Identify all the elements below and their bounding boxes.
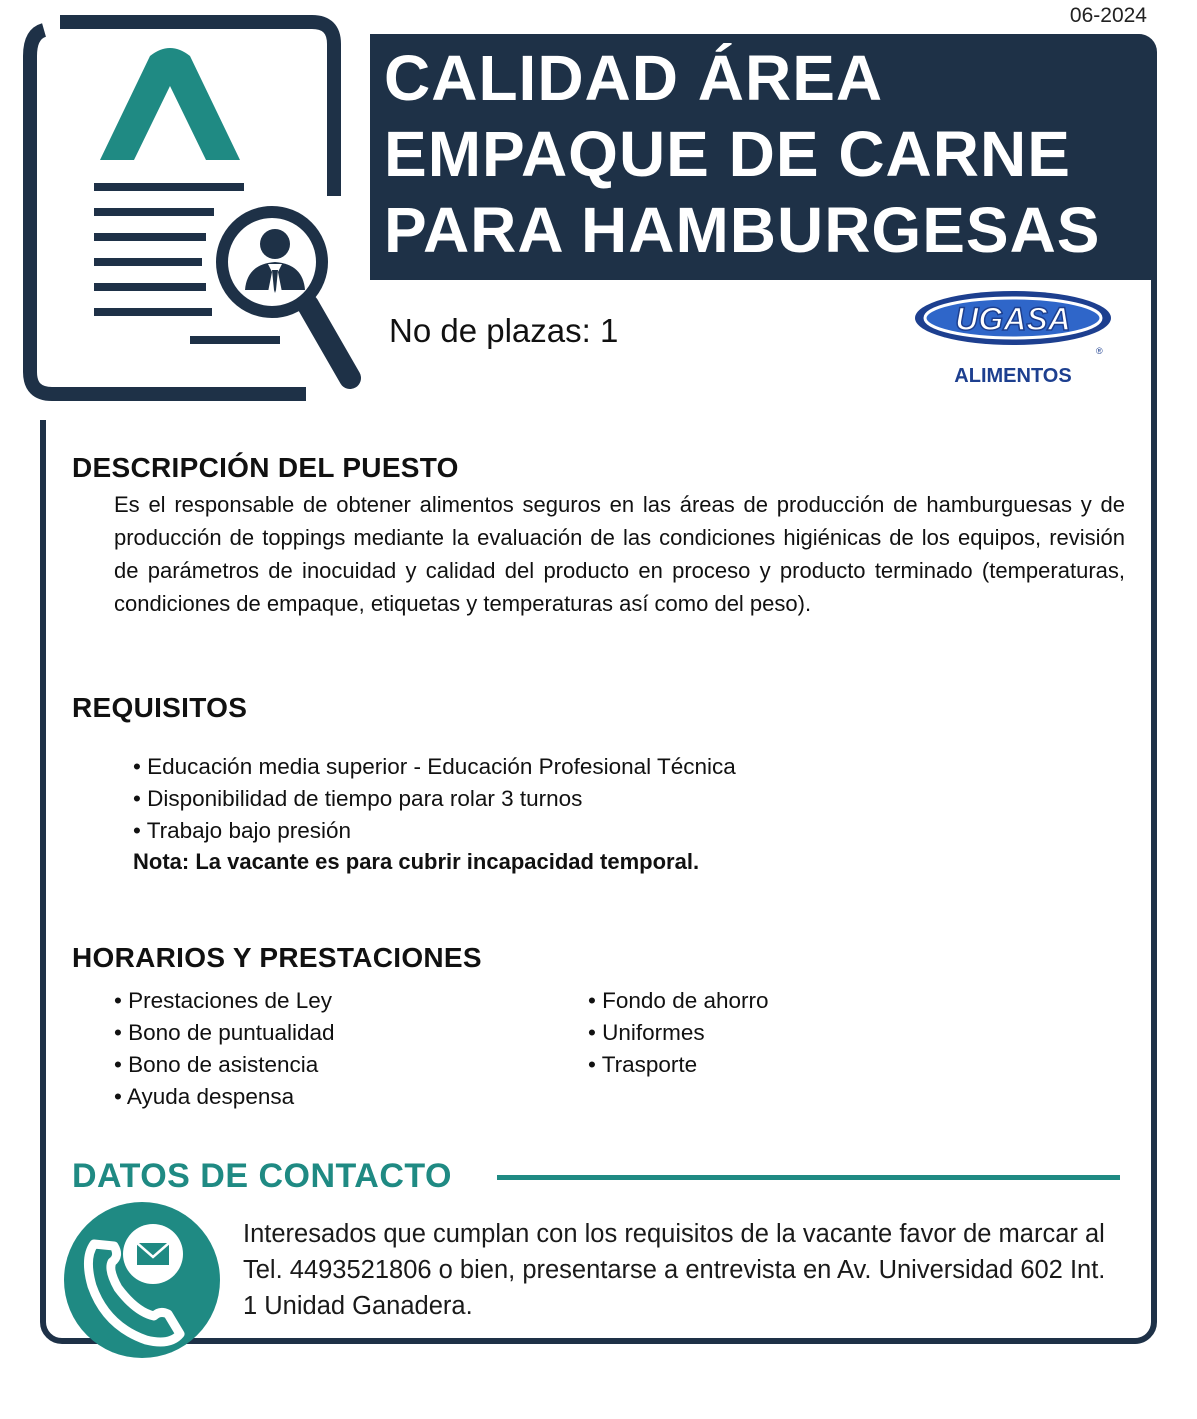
list-item: • Trabajo bajo presión <box>133 815 736 847</box>
list-item: • Ayuda despensa <box>114 1081 335 1113</box>
title-line-3: PARA HAMBURGESAS <box>384 194 1101 266</box>
logo-subtitle: ALIMENTOS <box>954 365 1072 387</box>
list-item: • Disponibilidad de tiempo para rolar 3 turnos <box>133 783 736 815</box>
date-label: 06-2024 <box>1069 4 1147 27</box>
contacto-divider <box>497 1175 1120 1180</box>
list-item: • Uniformes <box>588 1017 769 1049</box>
list-item: • Prestaciones de Ley <box>114 985 335 1017</box>
descripcion-heading: DESCRIPCIÓN DEL PUESTO <box>72 452 459 483</box>
list-item: • Trasporte <box>588 1049 769 1081</box>
requisitos-heading: REQUISITOS <box>72 692 248 723</box>
title-banner <box>370 34 1157 280</box>
title-line-2: EMPAQUE DE CARNE <box>384 118 1071 190</box>
list-item: • Bono de puntualidad <box>114 1017 335 1049</box>
envelope-icon <box>137 1243 169 1265</box>
logo-brand-text: UGASA <box>955 301 1071 337</box>
list-item: • Bono de asistencia <box>114 1049 335 1081</box>
prestaciones-list-right <box>588 985 769 1081</box>
plazas-count: No de plazas: 1 <box>389 312 619 349</box>
prestaciones-list-left <box>114 985 335 1113</box>
descripcion-text: Es el responsable de obtener alimentos seguros en las áreas de producción de hamburguesas y de producción de toppings mediante la evaluación de las condiciones higiénicas de los equipos, revisión de parámetros de inocuidad y calidad del producto en proceso y producto terminado (temperaturas, condiciones de empaque, etiquetas y temperaturas así como del peso). <box>114 492 1125 616</box>
title-line-1: CALIDAD ÁREA <box>384 42 884 114</box>
contacto-heading: DATOS DE CONTACTO <box>72 1157 452 1195</box>
ugasa-logo <box>913 288 1113 388</box>
requisitos-list <box>133 751 736 847</box>
contacto-text: Interesados que cumplan con los requisitos de la vacante favor de marcar al Tel. 4493521806 o bien, presentarse a entrevista en Av. Universidad 602 Int. 1 Unidad Ganadera. <box>243 1220 1106 1320</box>
logo-registered-mark: ® <box>1096 346 1103 356</box>
phone-icon <box>62 1200 222 1360</box>
requisitos-note: Nota: La vacante es para cubrir incapacidad temporal. <box>133 849 700 874</box>
horarios-heading: HORARIOS Y PRESTACIONES <box>72 942 482 973</box>
list-item: • Fondo de ahorro <box>588 985 769 1017</box>
list-item: • Educación media superior - Educación Profesional Técnica <box>133 751 736 783</box>
document-search-icon <box>0 0 370 420</box>
